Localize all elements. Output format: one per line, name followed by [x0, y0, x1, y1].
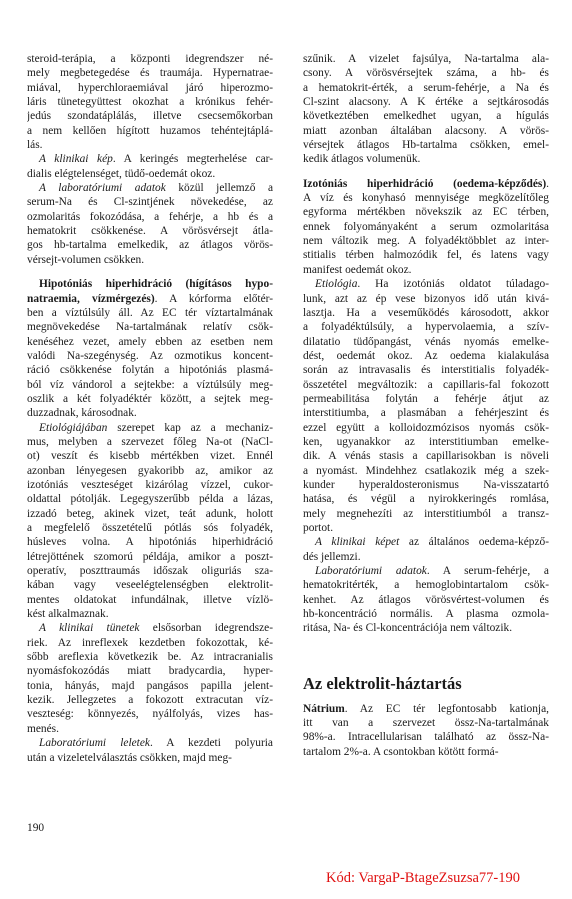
text-run: gos hb-tartalma emelkedik, az átlagos vörös- — [27, 239, 273, 252]
text-line — [303, 621, 549, 635]
text-line: következtében emelkedhet ugyan, a hígulás — [303, 110, 549, 123]
text-line — [27, 210, 273, 224]
text-run: kában vagy veseelégtelenségben elektrolit- — [27, 579, 273, 592]
text-run: mely megnehezíti az interstitiumból a transz- — [303, 507, 549, 520]
text-run: tartalom 2%-a. A csontokban kötött formá- — [303, 745, 499, 758]
text-line — [303, 234, 549, 248]
text-line — [303, 320, 549, 334]
text-run: lunk, azt az ép vese bizonyos idő után kivá- — [303, 292, 549, 305]
text-line — [303, 507, 549, 521]
paragraph-p1 — [303, 52, 549, 167]
italic-lead: A klinikai képet — [315, 536, 400, 549]
text-run: . A serum-fehérje, a — [426, 565, 549, 578]
text-line — [303, 406, 549, 420]
text-run: . Az EC tér legfontosabb kationja, — [344, 702, 549, 715]
text-run: összetétel megváltozik: a capillaris-fal fokozott — [303, 378, 549, 391]
text-line — [303, 535, 549, 549]
text-run: során az intravasalis és interstitialis folyadék- — [303, 364, 549, 377]
text-line — [27, 578, 273, 592]
italic-lead: Etiológia — [315, 278, 358, 291]
text-run: itt van a szervezet össz-Na-tartalmának — [303, 717, 549, 730]
paragraph-p7 — [27, 736, 273, 765]
text-line — [303, 435, 549, 449]
text-line: kedik átlagos volumenük. — [303, 153, 421, 166]
text-line — [27, 306, 273, 320]
text-line — [27, 292, 273, 306]
text-run: dik. A vénás stasis a capillarisokban is növeli — [303, 450, 549, 463]
italic-lead: A klinikai tünetek — [39, 622, 140, 635]
text-line — [27, 492, 273, 506]
text-run: létrejöttének szomorú példája, amikor a poszt- — [27, 550, 273, 563]
italic-lead: Etiológiájában — [39, 421, 108, 434]
text-line — [303, 578, 549, 592]
text-line — [27, 650, 273, 664]
text-run: húsleves volna. A hipotóniás hiperhidráció — [27, 536, 273, 549]
paragraph-p6 — [303, 702, 549, 759]
text-line — [27, 693, 273, 707]
text-run: . A kórforma előtér- — [154, 292, 273, 305]
text-run: ezzel együtt a kolloidozmózisos nyomás csök- — [303, 421, 549, 434]
page-number: 190 — [27, 822, 45, 834]
text-line — [303, 220, 549, 234]
italic-lead: A laboratóriumi adatok — [39, 182, 166, 195]
text-run: duzzadnak, károsodnak. — [27, 407, 137, 420]
text-run: manifest oedemát okoz. — [303, 263, 412, 276]
paragraph-p4 — [303, 535, 549, 564]
text-line — [27, 464, 273, 478]
paragraph-p1 — [27, 52, 273, 152]
text-run: menés. — [27, 722, 59, 735]
text-run: dialis elégtelenséget, tüdő-oedemát okoz. — [27, 167, 216, 180]
text-line: Cl-szint alacsony. A K értéke a sejtkárosodás — [303, 96, 549, 109]
left-column — [27, 52, 273, 765]
text-run: megnövekedése Na-tartalmának relatív csök- — [27, 321, 273, 334]
text-line — [27, 277, 273, 291]
text-run: operatív, poszttraumás időszak oliguriás sza- — [27, 565, 273, 578]
paragraph-p5 — [27, 421, 273, 622]
text-run: serum-Na és Cl-szintjének növekedése, az — [27, 196, 273, 209]
text-line — [303, 349, 549, 363]
paragraph-p5 — [303, 564, 549, 636]
text-line — [27, 335, 273, 349]
text-line — [27, 679, 273, 693]
text-line — [303, 335, 549, 349]
text-run: a folyadéktúlsúly, a hypervolaemia, a szív- — [303, 321, 549, 334]
text-line — [27, 253, 273, 267]
text-run: interstitiumba, a plasmában a fehérjeszint és — [303, 407, 549, 420]
text-line: láris tünetegyüttest okozhat a krónikus fehér- — [27, 96, 273, 109]
text-line — [27, 507, 273, 521]
text-run: . A kezdeti polyuria — [149, 737, 273, 750]
text-run: az általános oedema-képző- — [399, 536, 549, 549]
text-line — [303, 449, 549, 463]
text-run: után a vizeletelválasztás csökken, majd meg- — [27, 751, 232, 764]
text-line — [27, 722, 273, 736]
text-run: oszlik a két folyadéktér között, a sejtek meg- — [27, 392, 273, 405]
text-line — [27, 751, 273, 765]
text-run: közül jellemző a — [165, 182, 273, 195]
text-line — [303, 363, 549, 377]
text-run: kenéséhez vezet, amely ebben az esetben nem — [27, 335, 273, 348]
right-column — [303, 52, 549, 759]
text-run: azonban lényegesen gyakoribb az, amikor az — [27, 464, 273, 477]
text-run: nem változik meg. A folyadéktöbblet az inter- — [303, 235, 549, 248]
text-line — [303, 306, 549, 320]
text-line: steroid-terápia, a központi idegrendszer né- — [27, 53, 273, 65]
text-run: lasztja. Ha a veseműködés károsodott, akkor — [303, 306, 549, 319]
text-run: . Ha izotóniás oldatot túladago- — [357, 278, 549, 291]
text-line — [303, 392, 549, 406]
text-run: izzadó beteg, akinek vizet, teát adunk, holott — [27, 507, 273, 520]
text-line — [27, 736, 273, 750]
text-line: a nem kellően hígított huzamos tehéntejtáplá- — [27, 124, 273, 137]
text-run: ot) veszít és kisebb mértékben vizet. Ennél — [27, 450, 273, 463]
paragraph-p6 — [27, 621, 273, 736]
text-line — [27, 564, 273, 578]
text-line — [303, 248, 549, 262]
text-run: ennek folyományaként a serum ozmolaritása — [303, 220, 549, 233]
italic-lead: Laboratóriumi leletek — [39, 737, 150, 750]
text-run: dést, oedemát okoz. Az oedema kialakulása — [303, 349, 549, 362]
text-line — [303, 492, 549, 506]
text-line — [27, 449, 273, 463]
text-line — [27, 607, 273, 621]
text-run: hematokrit csökkenése. A vörösvérsejt átla- — [27, 225, 273, 238]
text-run: nyomásfokozódás miatt bradycardia, hyper- — [27, 665, 273, 678]
text-line: csony. A vörösvérsejtek száma, a hb- és — [303, 67, 549, 80]
bold-heading: Nátrium — [303, 702, 345, 715]
text-run: portot. — [303, 522, 334, 534]
text-line — [27, 195, 273, 209]
text-line — [27, 435, 273, 449]
text-line — [27, 664, 273, 678]
text-line — [303, 716, 549, 730]
text-line — [303, 378, 549, 392]
text-line — [27, 238, 273, 252]
text-run: a nyomást. Mindehhez csatlakozik még a szek- — [303, 464, 549, 477]
text-run: mentes oldatokat infundálnak, illetve vízlö- — [27, 593, 273, 606]
text-run: ból víz vándorol a sejtekbe: a víztúlsúly meg- — [27, 378, 273, 391]
paragraph-p4 — [27, 277, 273, 420]
text-line: lás. — [27, 139, 43, 152]
text-line: szűnik. A vizelet fajsúlya, Na-tartalma ala- — [303, 53, 549, 65]
text-run: sőbb areflexia következik be. Az intracranialis — [27, 651, 273, 664]
text-line — [27, 392, 273, 406]
text-line — [303, 421, 549, 435]
text-run: veszteség: könnyezés, nyálfolyás, vizes has- — [27, 708, 273, 721]
text-line — [27, 406, 273, 420]
text-line — [303, 177, 549, 191]
text-run: vérsejt-volumen csökken. — [27, 253, 145, 266]
text-run: ozmolaritás fokozódása, a fehérje, a hb és a — [27, 210, 273, 223]
text-run: ben a víztúlsúly áll. Az EC tér víztartalmának — [27, 306, 273, 319]
paragraph-p2 — [303, 177, 549, 277]
text-line — [303, 593, 549, 607]
italic-lead: Laboratóriumi adatok — [315, 565, 427, 578]
text-line — [27, 224, 273, 238]
text-line — [303, 191, 549, 205]
text-line: miával, hyperchloraemiával járó hiperozmo- — [27, 81, 273, 94]
section-title: Az elektrolit-háztartás — [303, 673, 462, 693]
text-line — [27, 152, 273, 166]
paragraph-p3 — [303, 277, 549, 535]
text-run: valódi Na-szegénység. Az ozmotikus koncent- — [27, 349, 273, 362]
text-run: riek. Az inreflexek kezdetben fokozottak, ké- — [27, 636, 273, 649]
text-line — [27, 621, 273, 635]
text-run: mus, melyben a szervezet főleg Na-ot (NaCl- — [27, 435, 273, 448]
text-run: . — [546, 177, 549, 190]
text-line — [27, 535, 273, 549]
text-run: elsősorban idegrendsze- — [139, 622, 273, 635]
text-run: ráció csökkenése folytán a hipotóniás plasmá- — [27, 364, 273, 377]
text-line — [303, 702, 549, 716]
code-stamp: Kód: VargaP-BtageZsuzsa77-190 — [326, 870, 520, 886]
text-line — [303, 521, 549, 535]
text-line — [27, 378, 273, 392]
text-run: a megfelelő összetételű pótlás sós folyadék, — [27, 522, 273, 534]
text-line — [303, 464, 549, 478]
text-run: kunder hyperaldosteronismus Na-visszatartó — [303, 478, 549, 491]
text-line — [27, 363, 273, 377]
text-run: ken, ugyanakkor az interstitiumban emelke- — [303, 435, 549, 448]
text-run: szerepet kap az a mechaniz- — [107, 421, 273, 434]
text-run: hatása, és végül a nyirokkeringés romlása, — [303, 493, 549, 506]
text-run: 98%-a. Intracellularisan található az össz-Na- — [303, 731, 549, 744]
text-run: kést alkalmaznak. — [27, 608, 109, 621]
text-run: oldattal pótolják. Legegyszerűbb példa a lázas, — [27, 493, 273, 506]
text-line — [303, 277, 549, 291]
text-line: a hematokrit-érték, a serum-fehérje, a Na és — [303, 81, 549, 94]
text-run: izotóniás veszteséget kizárólag vízzel, cukor- — [27, 478, 273, 491]
spacer — [303, 167, 549, 177]
text-run: hematokritérték, a hemoglobintartalom csök- — [303, 579, 549, 592]
text-line: mely megbetegedése és traumája. Hypernatrae- — [27, 67, 273, 80]
text-line — [303, 478, 549, 492]
text-run: tonia, hányás, majd pangásos papilla jelent- — [27, 679, 273, 692]
text-line — [27, 167, 273, 181]
text-run: A víz és konyhasó mennyisége megközelítőleg — [303, 192, 549, 205]
text-line — [27, 320, 273, 334]
bold-heading: Hipotóniás hiperhidráció (hígításos hypo- — [39, 278, 273, 291]
text-line — [303, 263, 549, 277]
text-line — [303, 292, 549, 306]
paragraph-p3 — [27, 181, 273, 267]
text-run: egyforma mértékben növekszik az EC térben, — [303, 206, 549, 219]
text-run: permeabilitása folytán a fehérje átjut az — [303, 392, 549, 405]
text-line — [27, 550, 273, 564]
text-run: dés jellemzi. — [303, 550, 361, 563]
text-line — [27, 521, 273, 535]
text-run: dilatatio tüdőpangást, vénás nyomás emelke- — [303, 335, 549, 348]
paragraph-p2 — [27, 152, 273, 181]
text-line — [27, 478, 273, 492]
text-line — [27, 707, 273, 721]
text-line — [27, 349, 273, 363]
text-line — [27, 421, 273, 435]
bold-heading: Izotóniás hiperhidráció (oedema-képződés) — [303, 177, 547, 190]
text-run: ritása, Na- és Cl-koncentrációja nem változik. — [303, 622, 513, 635]
text-run: . A keringés megterhelése car- — [112, 153, 273, 166]
text-line — [303, 745, 549, 759]
text-line — [27, 636, 273, 650]
text-line — [303, 564, 549, 578]
text-line: jedús szondatáplálás, illetve csecsemőkorban — [27, 110, 273, 123]
text-line — [303, 730, 549, 744]
text-run: kenhet. Az átlagos vörösvértest-volumen és — [303, 593, 549, 606]
text-line — [27, 181, 273, 195]
text-run: hb-koncentráció normális. A plasma ozmola- — [303, 608, 549, 621]
text-line: vérsejtek átlagos Hb-tartalma csökken, emel- — [303, 139, 549, 152]
text-run: stitialis térben halmozódik fel, és latens vagy — [303, 249, 549, 262]
spacer — [27, 267, 273, 277]
spacer — [303, 636, 549, 674]
text-run: kezik. Jellegzetes a fokozott extracutan víz- — [27, 694, 273, 707]
text-line — [303, 205, 549, 219]
bold-heading: natraemia, vízmérgezés) — [27, 292, 155, 305]
text-line — [27, 593, 273, 607]
text-line: miatt azonban általában alacsony. A vörös- — [303, 124, 549, 137]
text-line — [303, 550, 549, 564]
text-line — [303, 607, 549, 621]
italic-lead: A klinikai kép — [39, 153, 113, 166]
